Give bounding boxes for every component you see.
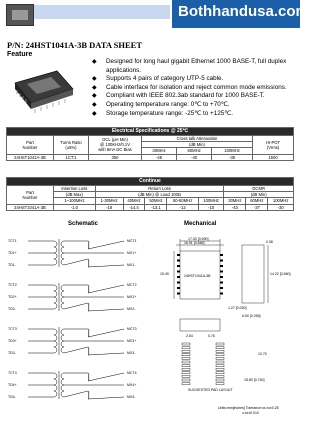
dimension-label: 17.53 [0.690] — [188, 237, 209, 241]
list-item: ◆ Operating temperature range: 0℃ to +70℃. — [92, 101, 297, 110]
pin-label: TCT1 — [8, 239, 17, 244]
pin-label: MCT2 — [127, 283, 137, 288]
schematic-label: Schematic — [68, 221, 99, 227]
header-stripe — [34, 5, 170, 19]
list-item: ◆ Designed for long haul gigabit Ethernet 1000 BASE-T, full duplex applications. — [92, 58, 297, 75]
lead-pin — [220, 293, 223, 295]
transformer-block — [28, 327, 124, 355]
table-header: 1-30MHz — [95, 198, 123, 204]
header-line: Number — [22, 144, 38, 150]
table-title: Electrical Specifications @ 25℃ — [7, 128, 294, 136]
pad — [216, 350, 224, 352]
dimension-label: 16.91 [0.666] — [184, 241, 205, 245]
dimension-label: 12.70 — [258, 352, 267, 356]
pin-label: TD2+ — [8, 295, 17, 300]
header-banner — [0, 0, 309, 28]
pin-label: TCT4 — [8, 371, 17, 376]
list-item: ◆ Storage temperature range: -25℃ to +125℃. — [92, 110, 297, 119]
lead-pin — [220, 254, 223, 256]
mechanical-label: Mechanical — [184, 221, 217, 227]
header-left — [0, 0, 172, 28]
pad — [216, 372, 224, 374]
dimension-label: 2.54 — [186, 334, 193, 338]
pad — [216, 383, 224, 385]
lead-pin — [220, 282, 223, 284]
table-header — [89, 136, 142, 155]
header-line: Turns Ratio — [60, 139, 82, 145]
pin-label: MX1- — [127, 263, 136, 268]
transformer-block — [28, 283, 124, 311]
pin-label: TD3- — [8, 351, 16, 356]
table-cell: -30 — [268, 204, 294, 210]
pin-label: TD3+ — [8, 339, 17, 344]
header-line: HI-POT — [265, 139, 281, 145]
table-cell: 24HST1041A-3B — [7, 204, 54, 210]
table-cell: -18 — [95, 204, 123, 210]
lead-pin — [177, 260, 180, 262]
lead-pin — [220, 260, 223, 262]
pin-label: TCT2 — [8, 283, 17, 288]
header-line: Part — [26, 189, 34, 195]
table-header: 100MHz — [198, 198, 224, 204]
header-line: Number — [22, 194, 38, 200]
pin-label: TD1- — [8, 263, 16, 268]
table-header: 100MHz — [268, 198, 294, 204]
table-header: (dB Min) — [142, 142, 253, 148]
pad — [216, 368, 224, 370]
schematic-diagram — [6, 231, 156, 413]
table-cell: -35 — [212, 154, 253, 160]
table-header: Return Loss — [95, 186, 224, 192]
pad — [182, 383, 190, 385]
table-cell: 1CT:1 — [54, 154, 89, 160]
lead-pin — [177, 293, 180, 295]
lead-pin — [177, 265, 180, 267]
dimension-label: 0.76 — [208, 334, 215, 338]
table-header: (dB Max) — [54, 192, 96, 198]
pad — [182, 361, 190, 363]
pad — [182, 347, 190, 349]
pad — [182, 379, 190, 381]
table-cell: -40 — [177, 154, 212, 160]
transformer-block — [28, 239, 124, 267]
pin-label: MX3- — [127, 351, 136, 356]
spec-table — [6, 127, 294, 161]
pad — [182, 375, 190, 377]
pad — [216, 379, 224, 381]
dimension-label: 14.22 [0.560] — [270, 272, 291, 276]
lead-pin — [220, 271, 223, 273]
dimension-label: 6.50 [0.256] — [242, 314, 261, 318]
list-item: ◆ Compliant with IEEE 802.3ab standard for 1000 BASE-T. — [92, 92, 297, 101]
lead-pin — [220, 276, 223, 278]
pad — [216, 375, 224, 377]
table-header: DCMR — [224, 186, 294, 192]
table-cell: 1500 — [253, 154, 294, 160]
pad — [216, 357, 224, 359]
header-line: Part — [26, 139, 34, 145]
pin-label: MCT1 — [127, 239, 137, 244]
lead-pin — [177, 254, 180, 256]
lead-pin — [220, 265, 223, 267]
continue-table — [6, 177, 294, 211]
table-header — [253, 136, 294, 155]
feature-list — [92, 58, 297, 118]
pin-label: MX1+ — [127, 251, 137, 256]
dimension-label: 1.27 [0.050] — [228, 306, 247, 310]
page-title: P/N: 24HST1041A-3B DATA SHEET — [7, 40, 142, 50]
table-header — [54, 136, 89, 155]
table-header: 100MHz — [212, 148, 253, 154]
table-cell: -43 — [224, 204, 246, 210]
pad — [216, 343, 224, 345]
lead-pin — [220, 287, 223, 289]
table-header: 50MHz — [145, 198, 167, 204]
table-row — [7, 204, 294, 210]
chip-logo-icon — [6, 4, 34, 26]
table-cell: -1.0 — [54, 204, 96, 210]
pad — [182, 368, 190, 370]
pad — [182, 365, 190, 367]
list-item: ◆ Cable interface for isolation and reject common mode emissions. — [92, 84, 297, 93]
header-line: @ 100KHz/0.1V — [99, 142, 131, 148]
pin-label: MX4+ — [127, 383, 137, 388]
pad — [182, 354, 190, 356]
table-header: Insertion Loss — [54, 186, 96, 192]
package-marking: 24HST1041A-3B — [184, 274, 211, 278]
units-note: x.xx±0.010 — [242, 411, 259, 415]
pin-label: MCT4 — [127, 371, 137, 376]
pin-label: TD2- — [8, 307, 16, 312]
table-cell: -12 — [167, 204, 198, 210]
table-header: 60MHz — [177, 148, 212, 154]
dimension-label: 15.49 — [160, 272, 169, 276]
site-banner[interactable] — [172, 0, 309, 28]
list-item: ◆ Supports 4 pairs of category UTP-5 cable. — [92, 75, 297, 84]
table-header: 30MHz — [142, 148, 177, 154]
table-cell: -37 — [246, 204, 268, 210]
pad — [216, 354, 224, 356]
table-cell: -10 — [198, 204, 224, 210]
lead-pin — [177, 287, 180, 289]
feature-heading: Feature — [7, 51, 33, 58]
table-header: Cross talk Attenuation — [142, 136, 253, 142]
table-header: 40MHz — [123, 198, 145, 204]
dimension-label: 18.80 [0.740] — [244, 378, 265, 382]
table-cell: -45 — [142, 154, 177, 160]
table-header: (dB Min) @ Load 100Ω — [95, 192, 224, 198]
table-header: 1~100MHz — [54, 198, 96, 204]
product-image — [7, 63, 77, 121]
table-header: (dB Min) — [224, 192, 294, 198]
pin-label: MX2+ — [127, 295, 137, 300]
pin-label: TD4- — [8, 395, 16, 400]
table-title: Continue — [7, 178, 294, 186]
mechanical-drawing — [158, 231, 298, 419]
table-header — [7, 186, 54, 205]
lead-pin — [177, 282, 180, 284]
pin-label: TD1+ — [8, 251, 17, 256]
pin-label: TD4+ — [8, 383, 17, 388]
pin-label: MX3+ — [127, 339, 137, 344]
table-header — [7, 136, 54, 155]
table-header: 60MHz — [246, 198, 268, 204]
header-line: (Vrms) — [266, 144, 280, 150]
dimension-label: 0.38 — [266, 240, 273, 244]
header-line: (±5%) — [65, 144, 77, 150]
pad — [216, 365, 224, 367]
table-cell: 350 — [89, 154, 142, 160]
lead-pin — [177, 276, 180, 278]
pad — [182, 372, 190, 374]
table-header: 30MHz — [224, 198, 246, 204]
header-line: OCL (μH Min) — [102, 137, 128, 142]
header-line: with 8mA DC Bias — [98, 147, 132, 153]
table-cell: 24HST1041A-3B — [7, 154, 54, 160]
table-cell: -14.4 — [123, 204, 145, 210]
package-side-view — [242, 245, 264, 303]
table-row — [7, 154, 294, 160]
pad-caption: SUGGESTED PAD LAYOUT — [188, 388, 233, 392]
pin-label: TCT3 — [8, 327, 17, 332]
pad — [216, 361, 224, 363]
site-name[interactable]: Bothhandusa.com — [178, 3, 309, 20]
table-header: 60-80MHz — [167, 198, 198, 204]
units-note: Units:mm[inches] Tolerance:xx.xx±0.25 — [218, 406, 279, 410]
table-cell: -13.1 — [145, 204, 167, 210]
pin-label: MX2- — [127, 307, 136, 312]
pad — [182, 357, 190, 359]
pin-label: MX4- — [127, 395, 136, 400]
pin-label: MCT3 — [127, 327, 137, 332]
lead-pin — [177, 271, 180, 273]
transformer-block — [28, 371, 124, 399]
pad — [216, 347, 224, 349]
package-end-view — [180, 319, 220, 331]
pad — [182, 343, 190, 345]
pad — [182, 350, 190, 352]
